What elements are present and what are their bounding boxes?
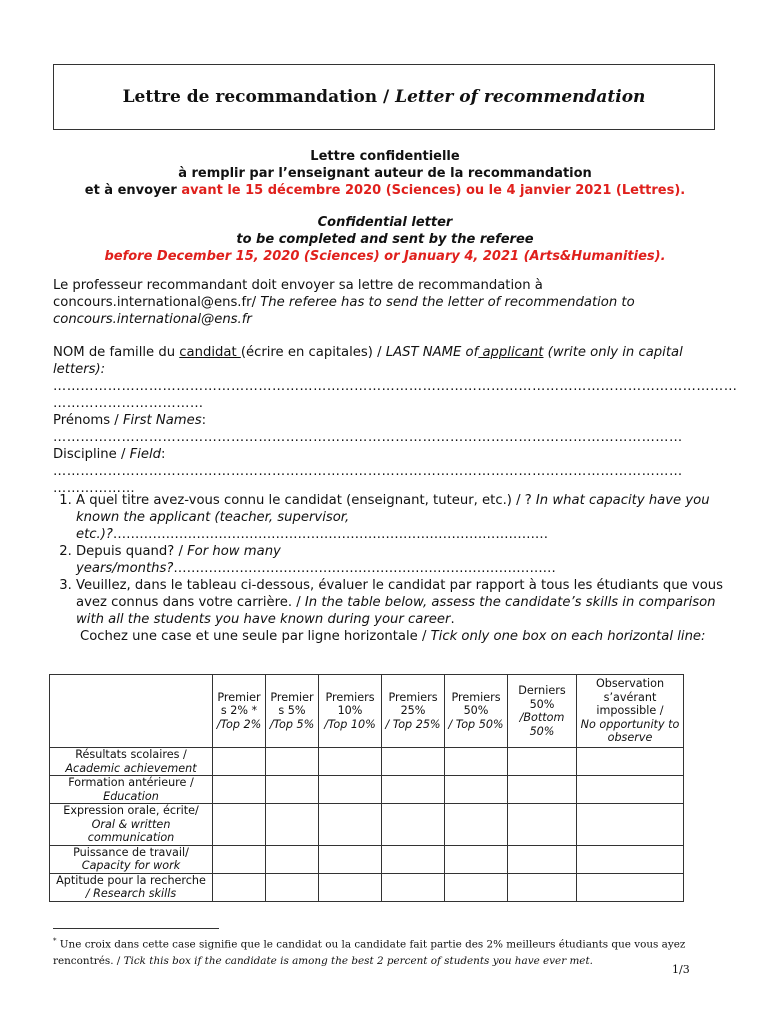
table-row bbox=[50, 748, 684, 776]
header-top10: Premiers 10% /Top 10% bbox=[319, 675, 382, 748]
header-top25: Premiers 25% / Top 25% bbox=[382, 675, 445, 748]
confidential-en bbox=[40, 214, 730, 265]
questions-list bbox=[53, 492, 723, 628]
checkbox-cell[interactable] bbox=[508, 748, 577, 776]
checkbox-cell[interactable] bbox=[445, 776, 508, 804]
checkbox-cell[interactable] bbox=[577, 873, 684, 901]
deadline-fr: avant le 15 décembre 2020 (Sciences) ou le 4 janvier 2021 (Lettres). bbox=[181, 183, 686, 198]
checkbox-cell[interactable] bbox=[319, 873, 382, 901]
checkbox-cell[interactable] bbox=[213, 873, 266, 901]
checkbox-cell[interactable] bbox=[319, 776, 382, 804]
checkbox-cell[interactable] bbox=[508, 776, 577, 804]
checkbox-cell[interactable] bbox=[319, 804, 382, 846]
confidential-fr-line1: Lettre confidentielle bbox=[310, 149, 460, 164]
page-number: 1/3 bbox=[672, 963, 690, 976]
checkbox-cell[interactable] bbox=[266, 873, 319, 901]
confidential-en-line1: Confidential letter bbox=[317, 215, 453, 230]
evaluation-table bbox=[49, 674, 684, 902]
checkbox-cell[interactable] bbox=[508, 845, 577, 873]
footnote: * Une croix dans cette case signifie que le candidat ou la candidate fait partie des 2% meilleurs étudiants que vous ayez rencontrés. / Tick this box if the candidate is among the best 2 percent of students you have ever met. bbox=[53, 937, 686, 968]
checkbox-cell[interactable] bbox=[382, 804, 445, 846]
checkbox-cell[interactable] bbox=[319, 845, 382, 873]
checkbox-cell[interactable] bbox=[213, 748, 266, 776]
question-duration-field[interactable]: …………………………………………………………………………… bbox=[173, 561, 556, 576]
table-row bbox=[50, 845, 684, 873]
checkbox-cell[interactable] bbox=[577, 748, 684, 776]
checkbox-cell[interactable] bbox=[508, 804, 577, 846]
header-no-opportunity: Observation s’avérant impossible / No opportunity to observe bbox=[577, 675, 684, 748]
table-row bbox=[50, 873, 684, 901]
header-top5: Premier s 5% /Top 5% bbox=[266, 675, 319, 748]
row-label-capacity: Puissance de travail/ Capacity for work bbox=[50, 845, 213, 873]
tick-instruction: Cochez une case et une seule par ligne horizontale / Tick only one box on each horizontal line: bbox=[80, 629, 706, 644]
title-box bbox=[53, 64, 715, 130]
row-label-academic: Résultats scolaires / Academic achievement bbox=[50, 748, 213, 776]
checkbox-cell[interactable] bbox=[266, 804, 319, 846]
checkbox-cell[interactable] bbox=[445, 804, 508, 846]
document-title: Lettre de recommandation / Letter of recommendation bbox=[122, 87, 646, 107]
checkbox-cell[interactable] bbox=[508, 873, 577, 901]
table-header-row bbox=[50, 675, 684, 748]
question-duration: 2. Depuis quand? / For how many years/months?…………………………………………………………………………… bbox=[76, 543, 723, 577]
checkbox-cell[interactable] bbox=[382, 776, 445, 804]
footnote-divider bbox=[53, 928, 219, 929]
confidential-fr-line2: à remplir par l’enseignant auteur de la recommandation bbox=[178, 166, 592, 181]
row-label-research: Aptitude pour la recherche / Research skills bbox=[50, 873, 213, 901]
questions-section bbox=[53, 492, 723, 645]
confidential-fr-line3: et à envoyer avant le 15 décembre 2020 (Sciences) ou le 4 janvier 2021 (Lettres). bbox=[84, 183, 686, 198]
header-top2: Premier s 2% * /Top 2% bbox=[213, 675, 266, 748]
last-name-field-cont[interactable]: …………………………… bbox=[53, 396, 204, 411]
checkbox-cell[interactable] bbox=[445, 873, 508, 901]
table-row bbox=[50, 804, 684, 846]
confidential-fr bbox=[40, 148, 730, 199]
checkbox-cell[interactable] bbox=[213, 804, 266, 846]
intro-paragraph: Le professeur recommandant doit envoyer sa lettre de recommandation à concours.international@ens.fr/ The referee has to send the letter of recommendation to concours.international@ens.fr bbox=[53, 278, 635, 327]
checkbox-cell[interactable] bbox=[445, 845, 508, 873]
row-label-communication: Expression orale, écrite/ Oral & written communication bbox=[50, 804, 213, 846]
table-row bbox=[50, 776, 684, 804]
checkbox-cell[interactable] bbox=[266, 845, 319, 873]
first-names-field[interactable]: ………………………………………………………………………………………………………………………… bbox=[53, 430, 683, 445]
checkbox-cell[interactable] bbox=[213, 776, 266, 804]
checkbox-cell[interactable] bbox=[266, 748, 319, 776]
checkbox-cell[interactable] bbox=[213, 845, 266, 873]
discipline-field-cont[interactable]: ……………… bbox=[53, 481, 136, 496]
question-capacity-field[interactable]: ……………………………………………………………………………………… bbox=[112, 527, 549, 542]
fields-section bbox=[53, 344, 758, 497]
last-name-label: NOM de famille du candidat (écrire en capitales) / LAST NAME of applicant (write only in capital letters): bbox=[53, 345, 683, 377]
checkbox-cell[interactable] bbox=[445, 748, 508, 776]
question-assessment: 3. Veuillez, dans le tableau ci-dessous, évaluer le candidat par rapport à tous les étudiants que vous avez connus dans votre carrière. / In the table below, assess the candidate’s skills in comparison with all the students you have known during your career. bbox=[76, 577, 723, 628]
checkbox-cell[interactable] bbox=[577, 804, 684, 846]
deadline-en: before December 15, 2020 (Sciences) or January 4, 2021 (Arts&Humanities). bbox=[104, 249, 666, 264]
checkbox-cell[interactable] bbox=[382, 873, 445, 901]
checkbox-cell[interactable] bbox=[266, 776, 319, 804]
checkbox-cell[interactable] bbox=[577, 776, 684, 804]
last-name-field[interactable]: …………………………………………………………………………………………………………………………………… bbox=[53, 379, 738, 394]
discipline-label: Discipline / Field: bbox=[53, 447, 166, 462]
discipline-field[interactable]: ………………………………………………………………………………………………………………………… bbox=[53, 464, 683, 479]
checkbox-cell[interactable] bbox=[382, 845, 445, 873]
checkbox-cell[interactable] bbox=[577, 845, 684, 873]
first-names-label: Prénoms / First Names: bbox=[53, 413, 207, 428]
header-bottom50: Derniers 50% /Bottom 50% bbox=[508, 675, 577, 748]
confidential-en-line2: to be completed and sent by the referee bbox=[236, 232, 534, 247]
question-capacity: 1. A quel titre avez-vous connu le candidat (enseignant, tuteur, etc.) / ? In what capacity have you known the applicant (teacher, supervisor, etc.)?……………………………………………………………………………………… bbox=[76, 492, 723, 543]
checkbox-cell[interactable] bbox=[382, 748, 445, 776]
header-empty bbox=[50, 675, 213, 748]
row-label-education: Formation antérieure / Education bbox=[50, 776, 213, 804]
checkbox-cell[interactable] bbox=[319, 748, 382, 776]
header-top50: Premiers 50% / Top 50% bbox=[445, 675, 508, 748]
